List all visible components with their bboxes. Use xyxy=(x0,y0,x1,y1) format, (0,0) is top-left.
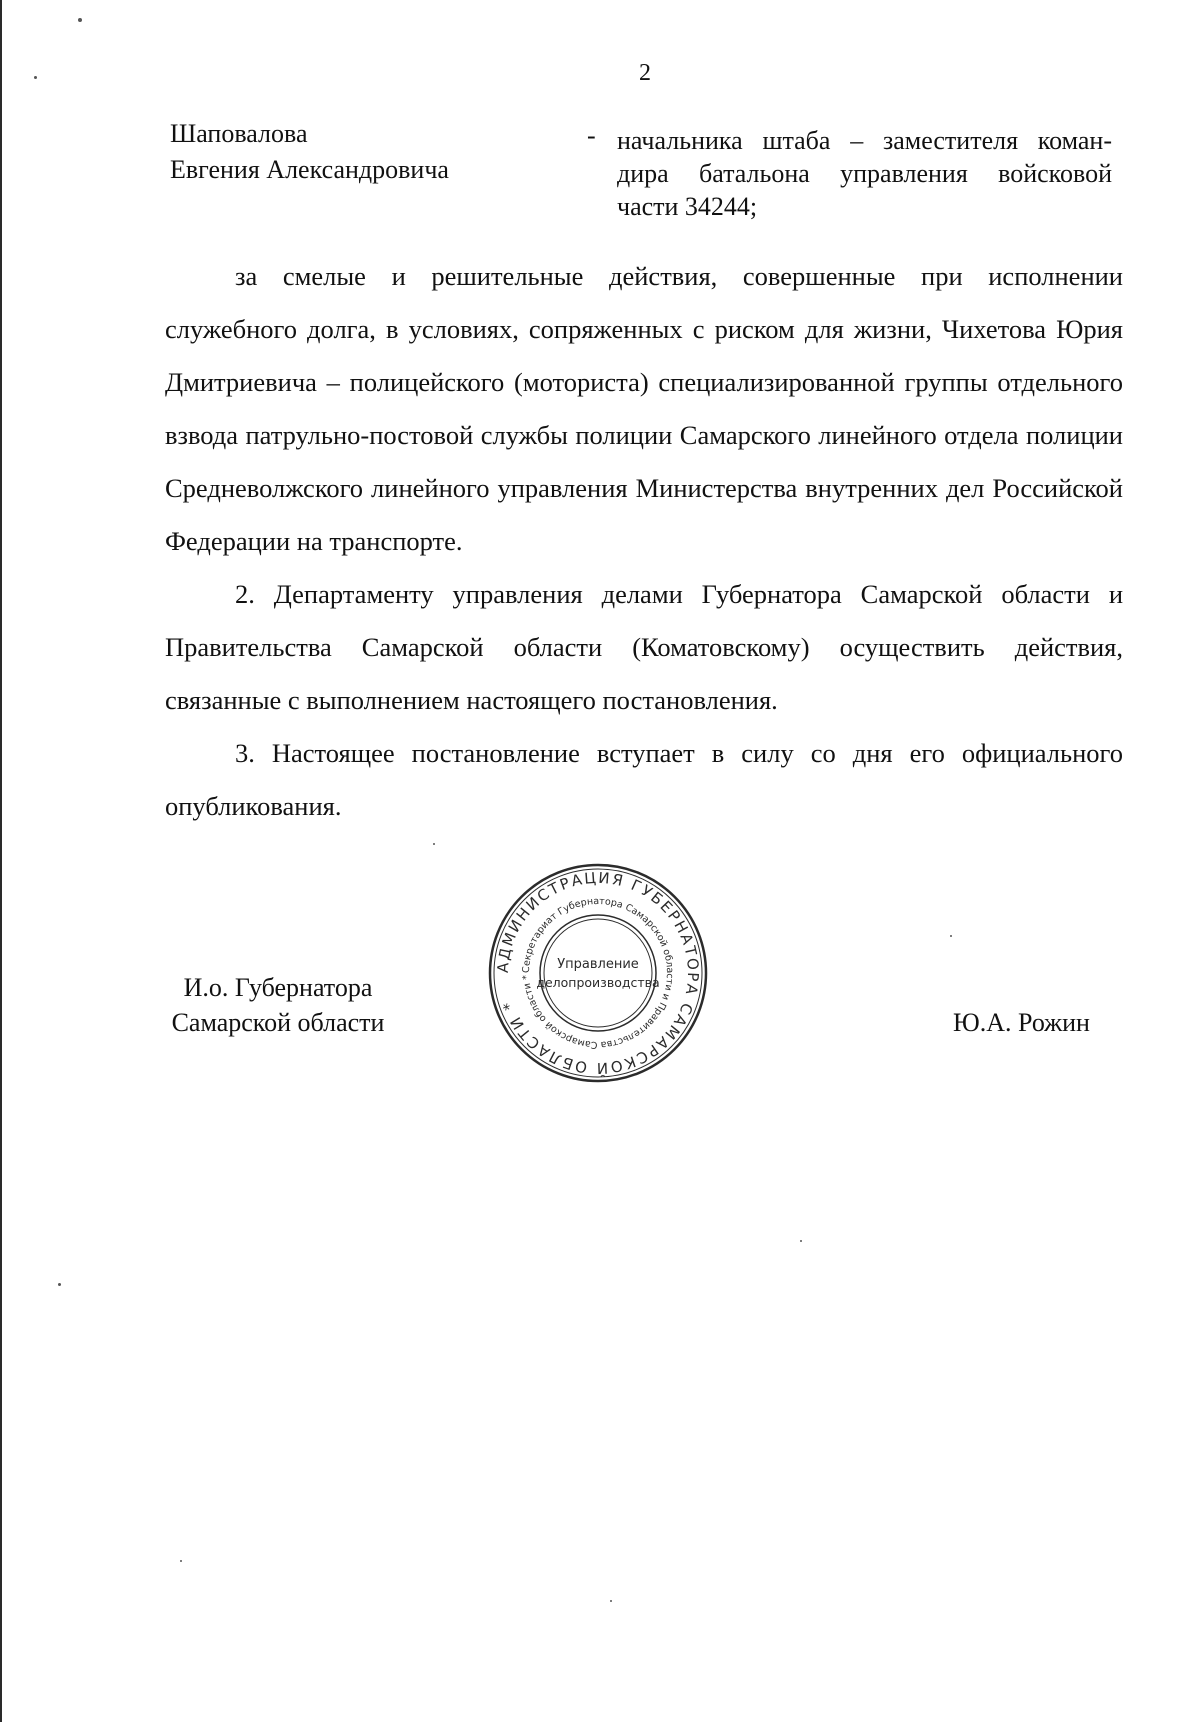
scan-speck xyxy=(610,1600,612,1602)
appointee-position xyxy=(617,124,1112,223)
appointee-surname: Шаповалова xyxy=(170,119,308,148)
scan-speck xyxy=(58,1283,61,1286)
stamp-inner-text: Секретариат Губернатора Самарской области и Правительства Самарской области * xyxy=(520,895,676,1051)
official-stamp xyxy=(483,858,713,1088)
stamp-inner-ring-thin xyxy=(544,919,652,1027)
signatory-name: Ю.А. Рожин xyxy=(953,1008,1090,1037)
appointee-name xyxy=(170,116,449,188)
appointee-given-names: Евгения Александровича xyxy=(170,155,449,184)
signatory-title xyxy=(148,970,408,1040)
stamp-inner-ring xyxy=(540,915,656,1031)
scan-speck xyxy=(800,1240,802,1242)
stamp-center-line: Управление xyxy=(557,957,639,972)
stamp-outer-text: АДМИНИСТРАЦИЯ ГУБЕРНАТОРА САМАРСКОЙ ОБЛАСТИ * xyxy=(493,868,703,1078)
award-paragraph: за смелые и решительные действия, совершенные при исполнении служебного долга, в условиях, сопряженных с риском для жизни, Чихетова Юрия Дмитриевича – полицейского (моториста) специализированной группы отдельного взвода патрульно-постовой службы полиции Самарского линейного отдела полиции Средневолжского линейного управления Министерства внутренних дел Российской Федерации на транспорте. xyxy=(165,261,1123,556)
scan-left-edge xyxy=(0,0,2,1722)
scan-speck xyxy=(78,18,82,22)
signatory-title-line: И.о. Губернатора xyxy=(183,973,373,1002)
stamp-graphics xyxy=(490,865,706,1081)
scan-speck xyxy=(34,76,37,79)
signatory-title-line: Самарской области xyxy=(171,1008,385,1037)
scan-speck xyxy=(180,1560,182,1562)
page-number: 2 xyxy=(639,60,651,86)
appointee-position-line: начальника штаба – заместителя коман- xyxy=(617,126,1112,155)
document-body xyxy=(165,250,1123,833)
clause-2-paragraph: 2. Департаменту управления делами Губернатора Самарской области и Правительства Самарской области (Коматовскому) осуществить действия, связанные с выполнением настоящего постановления. xyxy=(165,579,1123,715)
appointee-position-line: дира батальона управления войсковой xyxy=(617,159,1112,188)
clause-3-paragraph: 3. Настоящее постановление вступает в силу со дня его официального опубликования. xyxy=(165,738,1123,821)
scan-speck xyxy=(950,935,952,937)
appointee-position-line: части 34244; xyxy=(617,192,758,221)
appointee-dash: - xyxy=(587,121,596,150)
stamp-center-line: делопроизводства xyxy=(536,975,660,990)
scan-speck xyxy=(433,843,435,845)
